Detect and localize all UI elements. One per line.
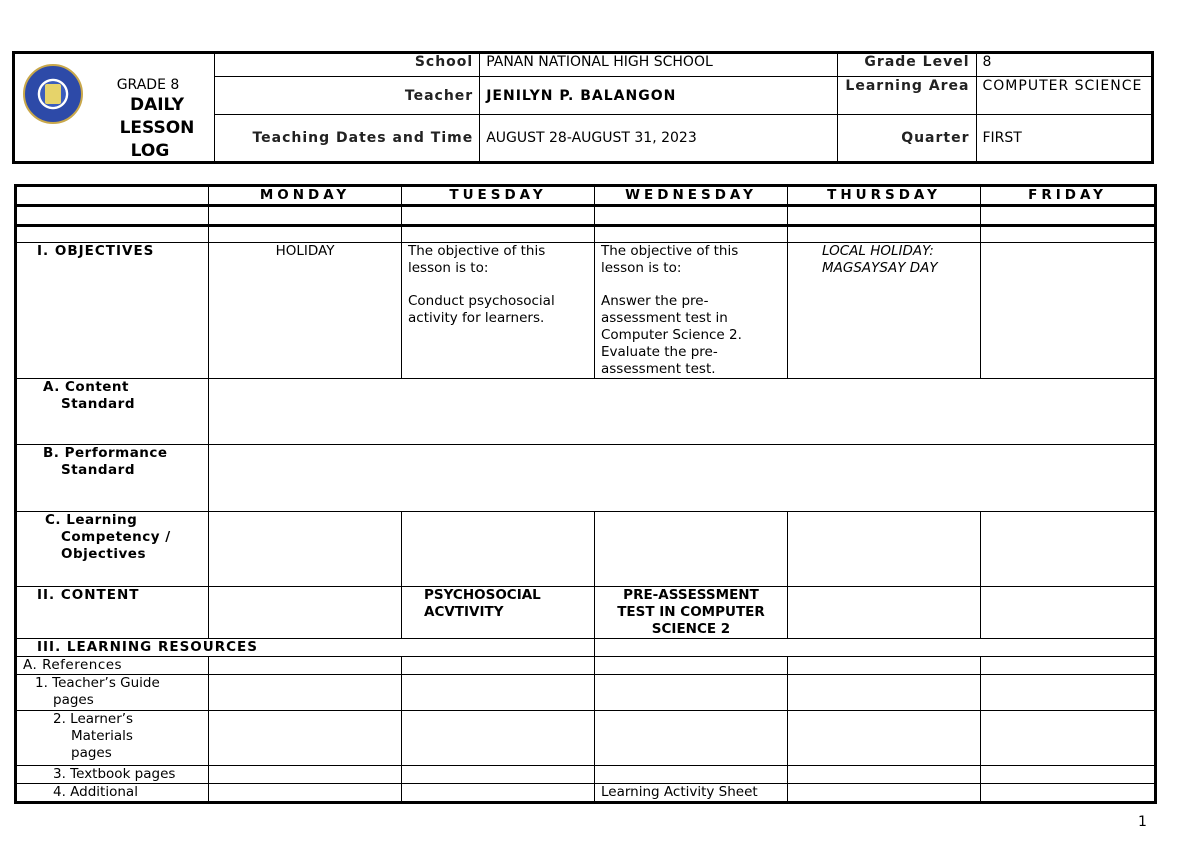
blank-row (16, 226, 1156, 243)
objectives-row (16, 243, 1156, 379)
dll-title: DAILY LESSON LOG (119, 95, 195, 161)
learning-competency-row (16, 512, 1156, 587)
performance-standard-label: B. Performance Standard (16, 445, 209, 512)
content-label: II. CONTENT (16, 587, 209, 639)
learning-competency-label: C. Learning Competency / Objectives (16, 512, 209, 587)
header-table (12, 51, 1154, 164)
ref-item-label: 1. Teacher’s Guide pages (16, 675, 209, 711)
content-wednesday: PRE-ASSESSMENT TEST IN COMPUTER SCIENCE 2 (595, 587, 788, 639)
content-standard-row (16, 379, 1156, 445)
page-number: 1 (1138, 814, 1147, 830)
school-value: PANAN NATIONAL HIGH SCHOOL (480, 53, 838, 77)
objectives-label: I. OBJECTIVES (16, 243, 209, 379)
day-thursday: THURSDAY (788, 186, 981, 206)
references-row (16, 657, 1156, 675)
objectives-monday: HOLIDAY (209, 243, 402, 379)
ref-row-textbook (16, 766, 1156, 784)
dates-label: Teaching Dates and Time (214, 115, 480, 163)
objectives-thursday: LOCAL HOLIDAY: MAGSAYSAY DAY (788, 243, 981, 379)
quarter-value: FIRST (976, 115, 1153, 163)
learning-area-label: Learning Area (838, 77, 976, 115)
blank-row (16, 206, 1156, 226)
day-friday: FRIDAY (981, 186, 1156, 206)
additional-wednesday: Learning Activity Sheet (595, 784, 788, 803)
logo-cell (14, 53, 215, 163)
teacher-label: Teacher (214, 77, 480, 115)
ref-row-teachers-guide (16, 675, 1156, 711)
ref-item-label: 2. Learner’s Materials pages (16, 711, 209, 766)
learning-area-value: COMPUTER SCIENCE (976, 77, 1153, 115)
day-header-row (16, 186, 1156, 206)
ref-item-label: 4. Additional (16, 784, 209, 803)
content-row (16, 587, 1156, 639)
performance-standard-row (16, 445, 1156, 512)
lesson-log-table (14, 184, 1157, 804)
day-wednesday: WEDNESDAY (595, 186, 788, 206)
dates-value: AUGUST 28-AUGUST 31, 2023 (480, 115, 838, 163)
grade-level-label: Grade Level (838, 53, 976, 77)
learning-resources-label: III. LEARNING RESOURCES (16, 639, 595, 657)
ref-row-additional (16, 784, 1156, 803)
day-monday: MONDAY (209, 186, 402, 206)
ref-row-learners-materials (16, 711, 1156, 766)
learning-resources-row (16, 639, 1156, 657)
teacher-value: JENILYN P. BALANGON (480, 77, 838, 115)
content-standard-label: A. Content Standard (16, 379, 209, 445)
ref-item-label: 3. Textbook pages (16, 766, 209, 784)
objectives-wednesday: The objective of this lesson is to: Answer the pre-assessment test in Computer Science 2. Evaluate the pre-assessment test. (595, 243, 788, 379)
deped-seal-logo (23, 64, 83, 124)
day-tuesday: TUESDAY (402, 186, 595, 206)
content-tuesday: PSYCHOSOCIAL ACVTIVITY (402, 587, 595, 639)
objectives-tuesday: The objective of this lesson is to: Conduct psychosocial activity for learners. (402, 243, 595, 379)
grade-label: GRADE 8 (116, 77, 180, 93)
school-label: School (214, 53, 480, 77)
quarter-label: Quarter (838, 115, 976, 163)
grade-level-value: 8 (976, 53, 1153, 77)
references-label: A. References (16, 657, 209, 675)
